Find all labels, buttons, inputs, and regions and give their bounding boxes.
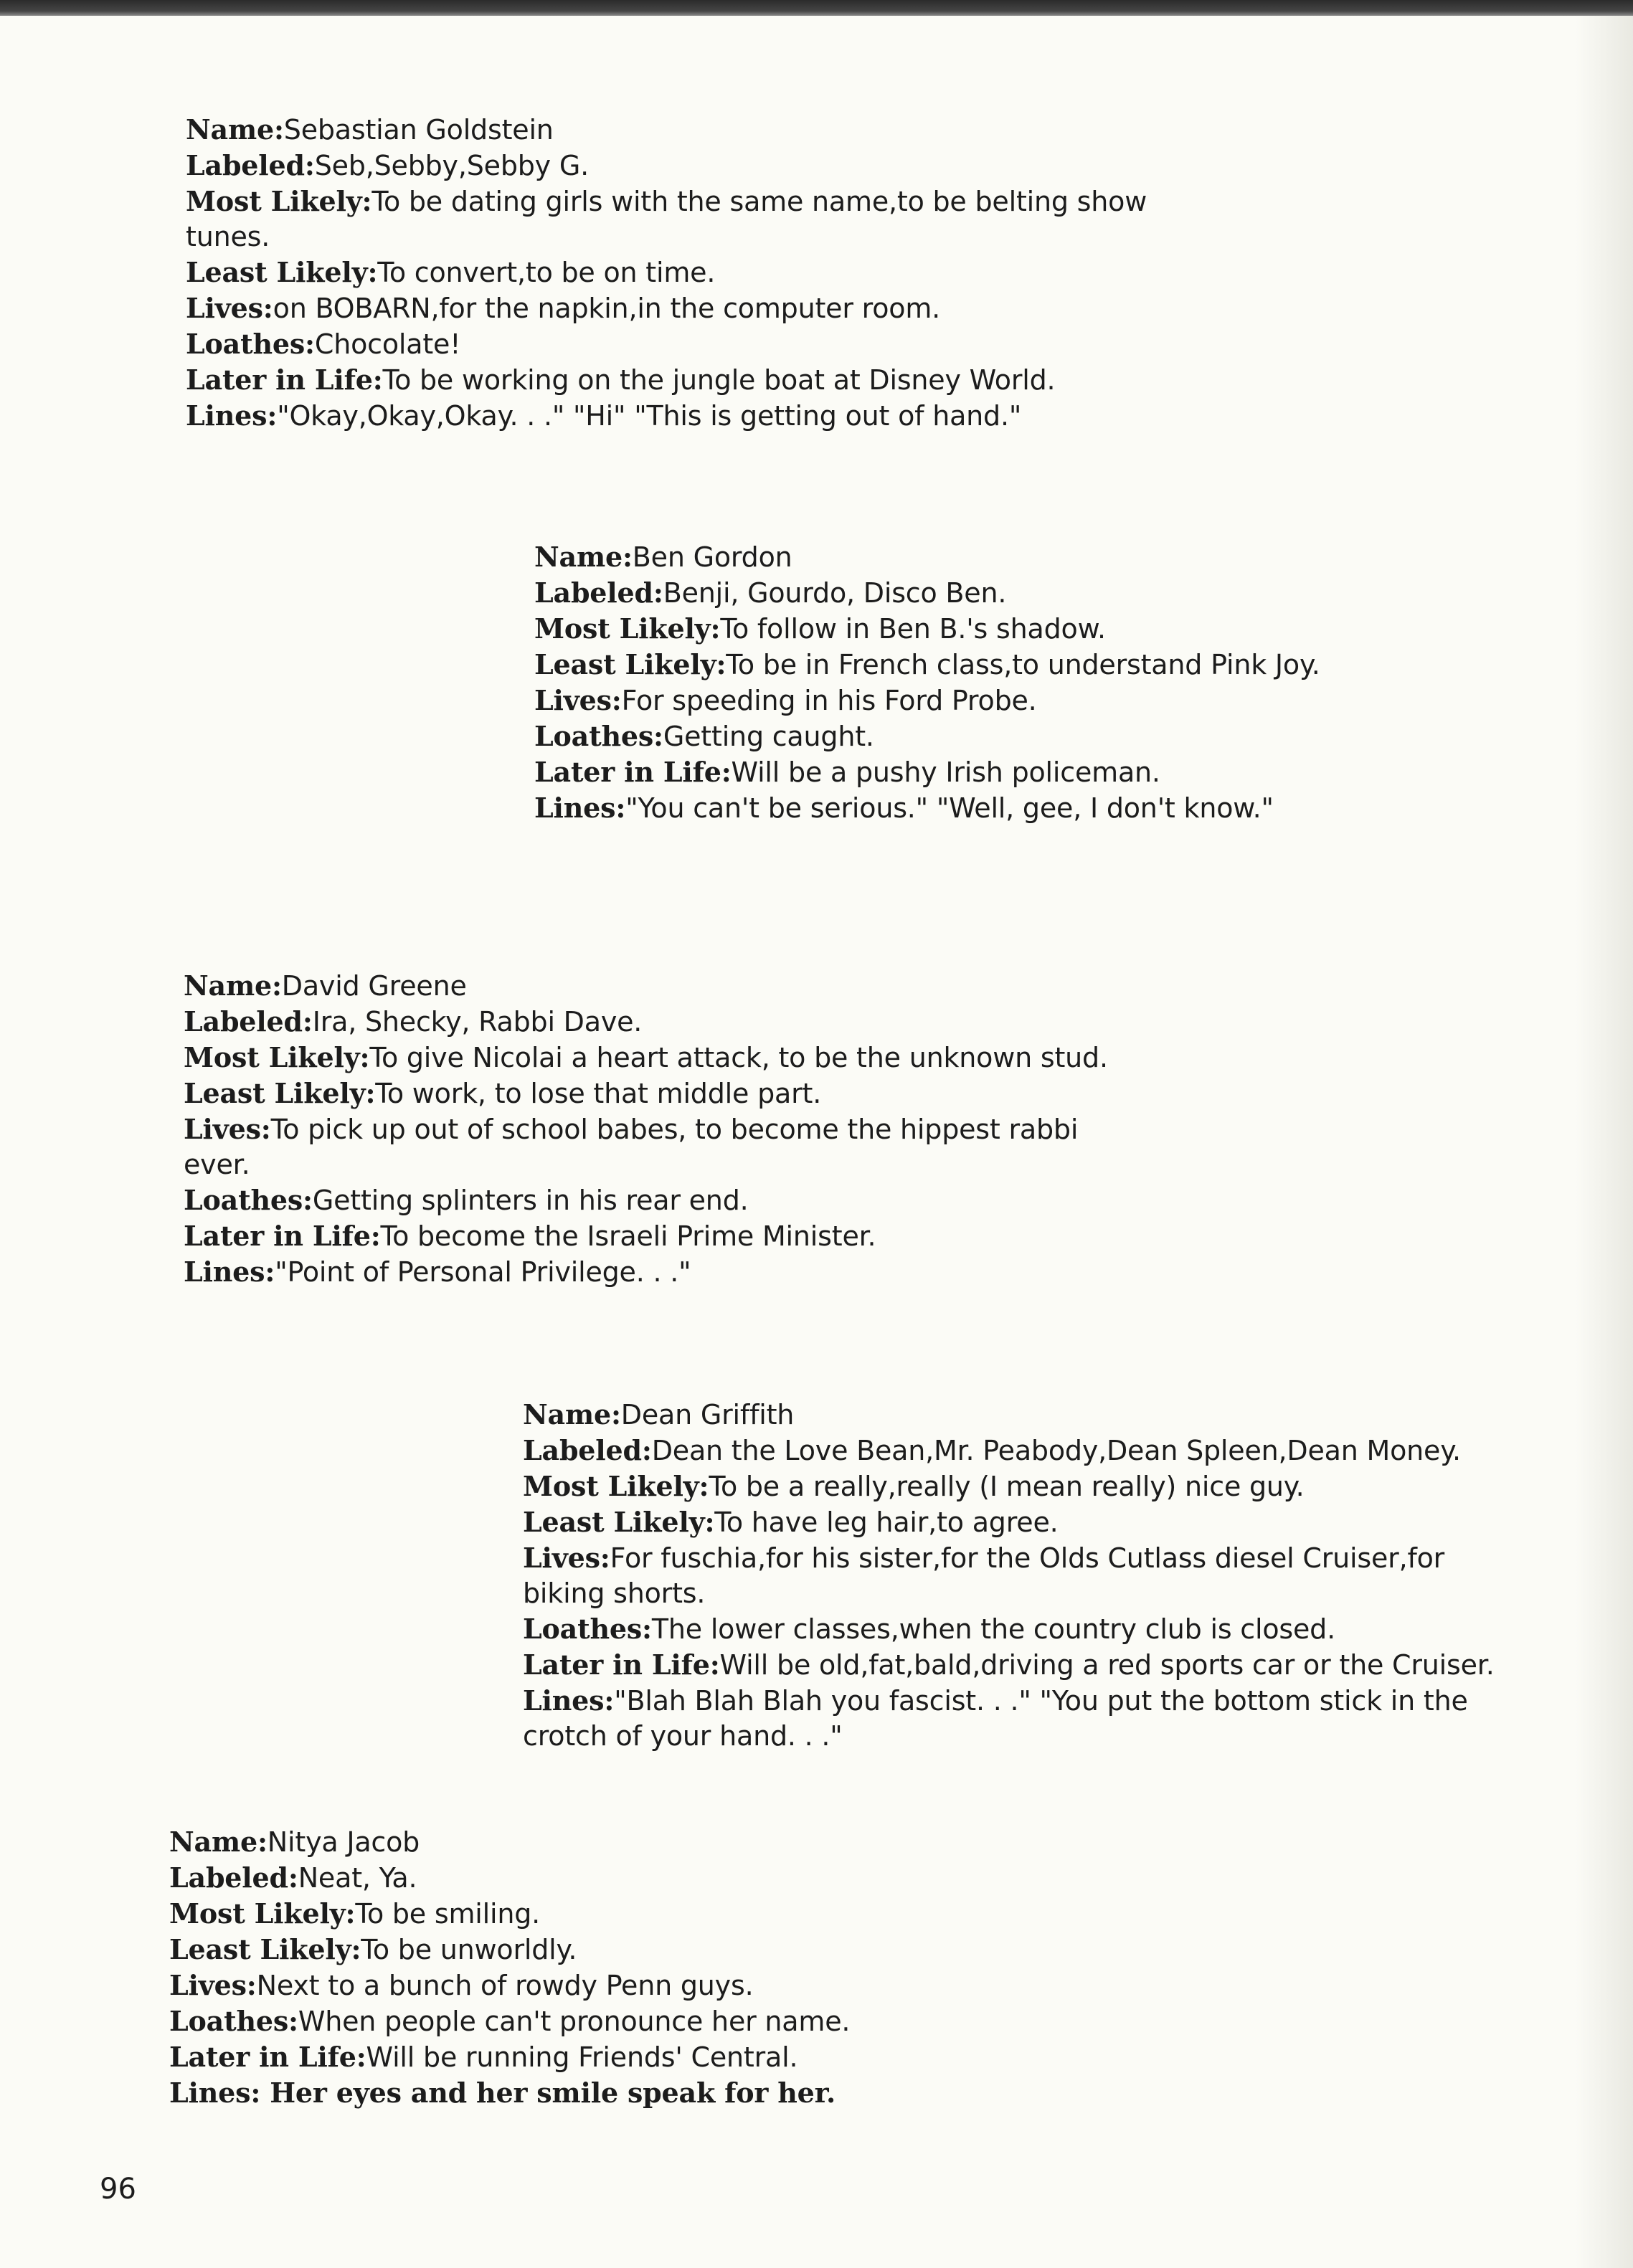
later-in-life-line	[534, 754, 1467, 790]
most-likely-line	[523, 1468, 1556, 1504]
loathes-label: Loathes:	[523, 1613, 652, 1645]
least-likely-value: To be unworldly.	[361, 1934, 577, 1965]
lives-line	[184, 1111, 1145, 1182]
least-likely-value: To work, to lose that middle part.	[375, 1078, 822, 1109]
name-label: Name:	[534, 541, 633, 573]
labeled-label: Labeled:	[534, 577, 663, 609]
lives-line	[186, 290, 1262, 326]
loathes-line	[169, 2003, 1173, 2039]
most-likely-value: To give Nicolai a heart attack, to be the unknown stud.	[369, 1042, 1108, 1073]
loathes-value: The lower classes,when the country club is closed.	[651, 1613, 1335, 1645]
lives-line	[534, 683, 1467, 718]
least-likely-label: Least Likely:	[169, 1933, 361, 1965]
least-likely-label: Least Likely:	[184, 1077, 376, 1109]
lives-label: Lives:	[186, 292, 273, 324]
name-line	[184, 968, 1188, 1004]
loathes-line	[534, 718, 1467, 754]
lines-label: Lines:	[169, 2077, 270, 2109]
page-number: 96	[100, 2173, 136, 2206]
name-label: Name:	[186, 113, 284, 146]
least-likely-value: To have leg hair,to agree.	[714, 1507, 1059, 1538]
later-in-life-line	[184, 1218, 1188, 1254]
lines-line	[169, 2075, 1173, 2111]
name-line	[186, 112, 1262, 148]
later-in-life-label: Later in Life:	[184, 1220, 381, 1252]
labeled-label: Labeled:	[186, 149, 315, 181]
labeled-line	[523, 1433, 1556, 1468]
most-likely-value: To be dating girls with the same name,to be belting show tunes.	[186, 186, 1147, 252]
lines-label: Lines:	[184, 1256, 275, 1288]
least-likely-line	[523, 1504, 1556, 1540]
lines-label: Lines:	[534, 792, 626, 824]
most-likely-label: Most Likely:	[534, 612, 721, 645]
loathes-label: Loathes:	[169, 2005, 298, 2037]
name-label: Name:	[523, 1398, 621, 1430]
senior-entry-david-greene	[184, 968, 1188, 1290]
later-in-life-line	[169, 2039, 1173, 2075]
lines-value: "You can't be serious." "Well, gee, I don't know."	[625, 792, 1274, 824]
loathes-value: Chocolate!	[314, 328, 461, 360]
lives-label: Lives:	[169, 1969, 257, 2001]
lines-line	[184, 1254, 1188, 1290]
name-value: Nitya Jacob	[267, 1826, 420, 1858]
labeled-label: Labeled:	[523, 1434, 652, 1466]
page-top-border	[0, 0, 1633, 16]
name-line	[523, 1397, 1556, 1433]
lines-line	[534, 790, 1467, 826]
loathes-line	[186, 326, 1262, 362]
labeled-value: Seb,Sebby,Sebby G.	[314, 150, 589, 181]
loathes-value: Getting caught.	[663, 721, 874, 752]
senior-entry-sebastian-goldstein	[186, 112, 1262, 434]
loathes-label: Loathes:	[534, 720, 663, 752]
later-in-life-line	[186, 362, 1262, 398]
most-likely-line	[184, 1040, 1188, 1076]
lines-label: Lines:	[186, 399, 278, 432]
later-in-life-label: Later in Life:	[169, 2041, 366, 2073]
later-in-life-value: Will be old,fat,bald,driving a red sports car or the Cruiser.	[719, 1649, 1495, 1681]
most-likely-value: To follow in Ben B.'s shadow.	[720, 613, 1106, 645]
labeled-line	[534, 575, 1467, 611]
most-likely-label: Most Likely:	[184, 1041, 370, 1073]
least-likely-line	[184, 1076, 1188, 1111]
most-likely-label: Most Likely:	[169, 1897, 356, 1930]
later-in-life-value: To be working on the jungle boat at Disney World.	[382, 364, 1056, 396]
least-likely-line	[169, 1932, 1173, 1968]
least-likely-line	[186, 255, 1262, 290]
lives-value: For speeding in his Ford Probe.	[621, 685, 1037, 716]
later-in-life-value: Will be a pushy Irish policeman.	[731, 756, 1160, 788]
lives-line	[169, 1968, 1173, 2003]
most-likely-line	[186, 184, 1190, 255]
name-value: Dean Griffith	[620, 1399, 795, 1430]
labeled-line	[184, 1004, 1188, 1040]
labeled-label: Labeled:	[184, 1005, 313, 1038]
labeled-value: Neat, Ya.	[298, 1862, 417, 1894]
name-line	[534, 539, 1467, 575]
labeled-line	[169, 1860, 1173, 1896]
most-likely-line	[534, 611, 1467, 647]
name-line	[169, 1824, 1173, 1860]
lives-value: Next to a bunch of rowdy Penn guys.	[256, 1970, 754, 2001]
least-likely-value: To be in French class,to understand Pink Joy.	[726, 649, 1320, 680]
name-label: Name:	[184, 969, 282, 1002]
labeled-value: Benji, Gourdo, Disco Ben.	[663, 577, 1007, 609]
labeled-line	[186, 148, 1262, 184]
lives-value: on BOBARN,for the napkin,in the computer room.	[273, 293, 941, 324]
name-value: Sebastian Goldstein	[283, 114, 554, 146]
least-likely-label: Least Likely:	[186, 256, 378, 288]
lives-label: Lives:	[184, 1113, 271, 1145]
lines-value: "Blah Blah Blah you fascist. . ." "You put the bottom stick in the crotch of your hand. . ."	[523, 1685, 1468, 1752]
loathes-value: Getting splinters in his rear end.	[312, 1185, 749, 1216]
least-likely-value: To convert,to be on time.	[377, 257, 716, 288]
least-likely-line	[534, 647, 1467, 683]
name-value: Ben Gordon	[632, 541, 792, 573]
later-in-life-label: Later in Life:	[534, 756, 732, 788]
senior-entry-dean-griffith	[523, 1397, 1556, 1754]
later-in-life-value: To become the Israeli Prime Minister.	[380, 1220, 876, 1252]
labeled-label: Labeled:	[169, 1861, 298, 1894]
later-in-life-value: Will be running Friends' Central.	[366, 2041, 798, 2073]
loathes-value: When people can't pronounce her name.	[298, 2006, 851, 2037]
name-label: Name:	[169, 1826, 268, 1858]
lines-line	[523, 1683, 1556, 1754]
lines-value: Her eyes and her smile speak for her.	[270, 2077, 836, 2109]
labeled-value: Dean the Love Bean,Mr. Peabody,Dean Spleen,Dean Money.	[651, 1435, 1461, 1466]
senior-entry-ben-gordon	[534, 539, 1467, 826]
lines-value: "Okay,Okay,Okay. . ." "Hi" "This is getting out of hand."	[277, 400, 1022, 432]
loathes-label: Loathes:	[184, 1184, 313, 1216]
most-likely-label: Most Likely:	[186, 185, 372, 217]
least-likely-label: Least Likely:	[534, 648, 726, 680]
lives-label: Lives:	[534, 684, 622, 716]
page-edge-shading	[1576, 16, 1633, 2268]
lines-line	[186, 398, 1262, 434]
most-likely-label: Most Likely:	[523, 1470, 709, 1502]
lines-value: "Point of Personal Privilege. . ."	[275, 1256, 691, 1288]
lives-value: For fuschia,for his sister,for the Olds Cutlass diesel Cruiser,for biking shorts.	[523, 1542, 1445, 1609]
labeled-value: Ira, Shecky, Rabbi Dave.	[312, 1006, 643, 1038]
loathes-line	[184, 1182, 1188, 1218]
later-in-life-line	[523, 1647, 1556, 1683]
most-likely-value: To be smiling.	[355, 1898, 541, 1930]
most-likely-value: To be a really,really (I mean really) nice guy.	[709, 1471, 1305, 1502]
lines-label: Lines:	[523, 1684, 615, 1717]
lives-value: To pick up out of school babes, to become the hippest rabbi ever.	[184, 1114, 1079, 1180]
name-value: David Greene	[281, 970, 467, 1002]
loathes-line	[523, 1611, 1556, 1647]
most-likely-line	[169, 1896, 1173, 1932]
lives-label: Lives:	[523, 1542, 610, 1574]
least-likely-label: Least Likely:	[523, 1506, 715, 1538]
later-in-life-label: Later in Life:	[186, 364, 383, 396]
later-in-life-label: Later in Life:	[523, 1648, 720, 1681]
loathes-label: Loathes:	[186, 328, 315, 360]
senior-entry-nitya-jacob	[169, 1824, 1173, 2111]
lives-line	[523, 1540, 1527, 1611]
